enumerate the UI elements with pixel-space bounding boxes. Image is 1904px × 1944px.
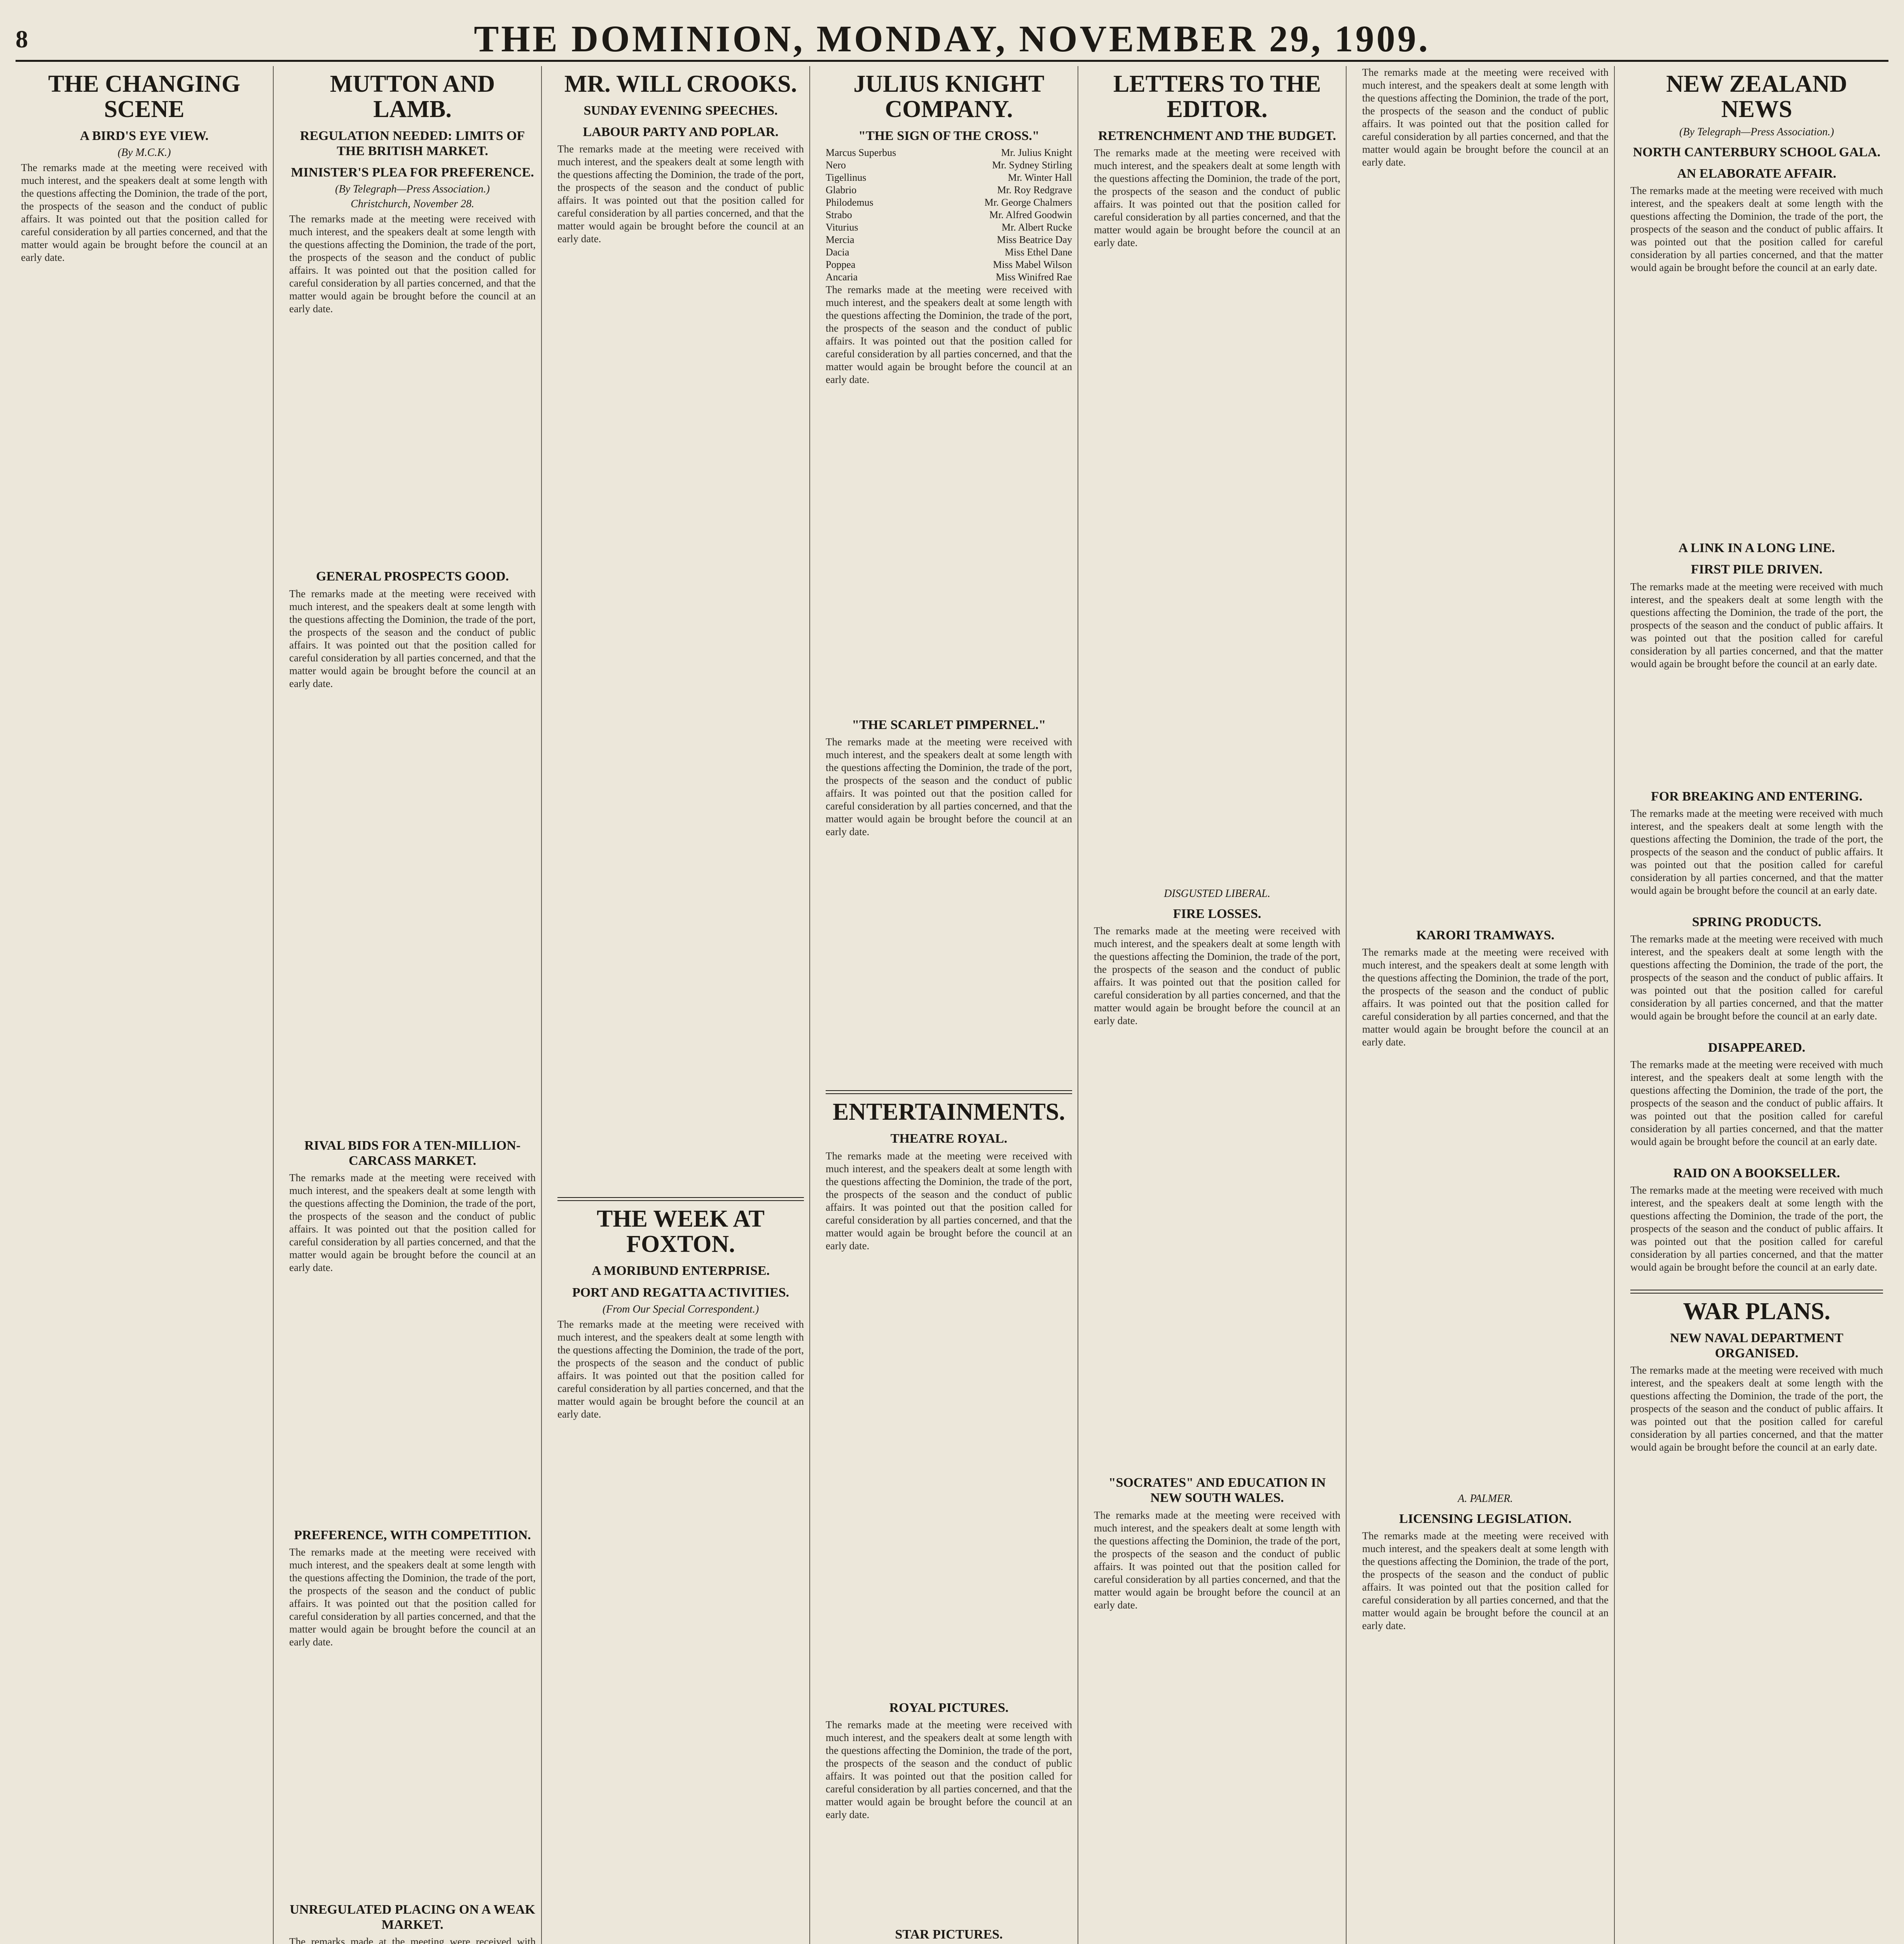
columns: [16, 66, 1888, 1944]
article-body: [826, 283, 1072, 711]
subhead-ministers-plea: MINISTER'S PLEA FOR PREFERENCE.: [291, 165, 534, 180]
cast-row: Philodemus Mr. George Chalmers: [826, 197, 1072, 208]
subhead-star-pictures: STAR PICTURES.: [895, 1927, 1003, 1942]
cast-row: Glabrio Mr. Roy Redgrave: [826, 184, 1072, 196]
headline-will-crooks: MR. WILL CROOKS.: [564, 71, 797, 97]
cast-list: [826, 147, 1072, 283]
cast-row: Marcus Superbus Mr. Julius Knight: [826, 147, 1072, 159]
cast-row: Tigellinus Mr. Winter Hall: [826, 172, 1072, 184]
article-body: [21, 161, 267, 1944]
letter-signature: DISGUSTED LIBERAL.: [1164, 888, 1270, 900]
subhead-port-regatta: PORT AND REGATTA ACTIVITIES.: [572, 1285, 790, 1300]
subhead-licensing: LICENSING LEGISLATION.: [1399, 1512, 1572, 1526]
article-body: [557, 1318, 804, 1944]
article-body: [1630, 1058, 1883, 1159]
article-body: [289, 1935, 536, 1944]
subhead-prospects: GENERAL PROSPECTS GOOD.: [316, 569, 509, 584]
article-body: [1094, 1509, 1340, 1944]
headline-entertainments: ENTERTAINMENTS.: [833, 1099, 1065, 1126]
article-body: [1630, 1184, 1883, 1285]
masthead: [16, 9, 1888, 62]
subhead-breaking-entering: FOR BREAKING AND ENTERING.: [1651, 789, 1863, 804]
column-4: [820, 66, 1078, 1944]
article-body: [1630, 933, 1883, 1034]
cast-row: Viturius Mr. Albert Rucke: [826, 222, 1072, 233]
headline-war-plans: WAR PLANS.: [1683, 1298, 1831, 1325]
column-1: [16, 66, 274, 1944]
subhead-retrenchment: RETRENCHMENT AND THE BUDGET.: [1098, 129, 1336, 143]
divider: [557, 1197, 804, 1201]
article-body: [1630, 807, 1883, 908]
article-body: [1362, 1530, 1609, 1944]
agency-line: (By Telegraph—Press Association.): [335, 183, 490, 196]
subhead-fire-losses: FIRE LOSSES.: [1173, 907, 1261, 921]
article-body: [1094, 147, 1340, 885]
subhead-naval-department: NEW NAVAL DEPARTMENT ORGANISED.: [1670, 1331, 1843, 1361]
cast-row: Nero Mr. Sydney Stirling: [826, 159, 1072, 171]
subhead-scarlet-pimpernel: "THE SCARLET PIMPERNEL.": [852, 718, 1046, 732]
subhead-elaborate-affair: AN ELABORATE AFFAIR.: [1677, 166, 1836, 181]
subhead-sign-of-cross: "THE SIGN OF THE CROSS.": [858, 129, 1039, 143]
article-body: [1630, 1364, 1883, 1944]
article-body: [289, 587, 536, 1132]
subhead-first-pile: FIRST PILE DRIVEN.: [1691, 562, 1823, 577]
article-body: [557, 143, 804, 1192]
cast-row: Dacia Miss Ethel Dane: [826, 246, 1072, 258]
column-5: [1088, 66, 1347, 1944]
subhead-moribund: A MORIBUND ENTERPRISE.: [591, 1264, 770, 1278]
article-body: [289, 1171, 536, 1521]
letter-signature: A. PALMER.: [1458, 1493, 1513, 1505]
cast-row: Ancaria Miss Winifred Rae: [826, 271, 1072, 283]
cast-row: Poppea Miss Mabel Wilson: [826, 259, 1072, 271]
divider: [1630, 1290, 1883, 1294]
subhead-link-long-line: A LINK IN A LONG LINE.: [1678, 541, 1835, 556]
article-body: [289, 213, 536, 563]
subhead-labour-party: LABOUR PARTY AND POPLAR.: [583, 125, 779, 140]
cast-row: Mercia Miss Beatrice Day: [826, 234, 1072, 246]
column-7: [1625, 66, 1888, 1944]
dateline: Christchurch, November 28.: [351, 198, 474, 210]
agency-line: (From Our Special Correspondent.): [602, 1303, 759, 1315]
page-number: 8: [16, 25, 28, 53]
column-2: [284, 66, 542, 1944]
subhead-disappeared: DISAPPEARED.: [1708, 1040, 1806, 1055]
subhead-raid-bookseller: RAID ON A BOOKSELLER.: [1673, 1166, 1840, 1180]
headline-mutton-lamb: MUTTON AND LAMB.: [330, 71, 495, 123]
subhead-school-gala: NORTH CANTERBURY SCHOOL GALA.: [1633, 145, 1881, 160]
headline-nz-news: NEW ZEALAND NEWS: [1666, 71, 1847, 123]
subhead-birds-eye: A BIRD'S EYE VIEW.: [80, 129, 209, 143]
article-body: [826, 1150, 1072, 1694]
subhead-regulation: REGULATION NEEDED: LIMITS OF THE BRITISH MARKET.: [300, 129, 525, 159]
article-body: [1630, 184, 1883, 534]
cast-row: Strabo Mr. Alfred Goodwin: [826, 209, 1072, 221]
agency-line: (By Telegraph—Press Association.): [1679, 126, 1834, 138]
subhead-preference: PREFERENCE, WITH COMPETITION.: [294, 1528, 531, 1542]
newspaper-title: THE DOMINION, MONDAY, NOVEMBER 29, 1909.: [474, 18, 1430, 59]
subhead-karori-tramways: KARORI TRAMWAYS.: [1416, 928, 1555, 942]
subhead-spring-products: SPRING PRODUCTS.: [1692, 914, 1822, 929]
article-body: [1094, 925, 1340, 1469]
headline-week-foxton: THE WEEK AT FOXTON.: [597, 1206, 765, 1258]
article-body: [289, 1546, 536, 1896]
article-body: [1362, 946, 1609, 1490]
article-body: [826, 1718, 1072, 1921]
column-3: [552, 66, 810, 1944]
headline-changing-scene: THE CHANGING SCENE: [48, 71, 241, 123]
subhead-sunday-speeches: SUNDAY EVENING SPEECHES.: [583, 103, 778, 118]
divider: [826, 1090, 1072, 1094]
byline: (By M.C.K.): [117, 147, 171, 159]
subhead-royal-pictures: ROYAL PICTURES.: [889, 1700, 1009, 1715]
subhead-unregulated: UNREGULATED PLACING ON A WEAK MARKET.: [290, 1902, 535, 1932]
headline-julius-knight: JULIUS KNIGHT COMPANY.: [853, 71, 1045, 123]
article-body: [1362, 66, 1609, 921]
subhead-rival-bids: RIVAL BIDS FOR A TEN-MILLION-CARCASS MARKET.: [304, 1138, 521, 1168]
article-body: [1630, 580, 1883, 783]
subhead-theatre-royal: THEATRE ROYAL.: [890, 1131, 1008, 1146]
subhead-socrates: "SOCRATES" AND EDUCATION IN NEW SOUTH WALES.: [1108, 1475, 1326, 1505]
headline-letters: LETTERS TO THE EDITOR.: [1113, 71, 1321, 123]
column-6: [1357, 66, 1615, 1944]
article-body: [826, 736, 1072, 1086]
